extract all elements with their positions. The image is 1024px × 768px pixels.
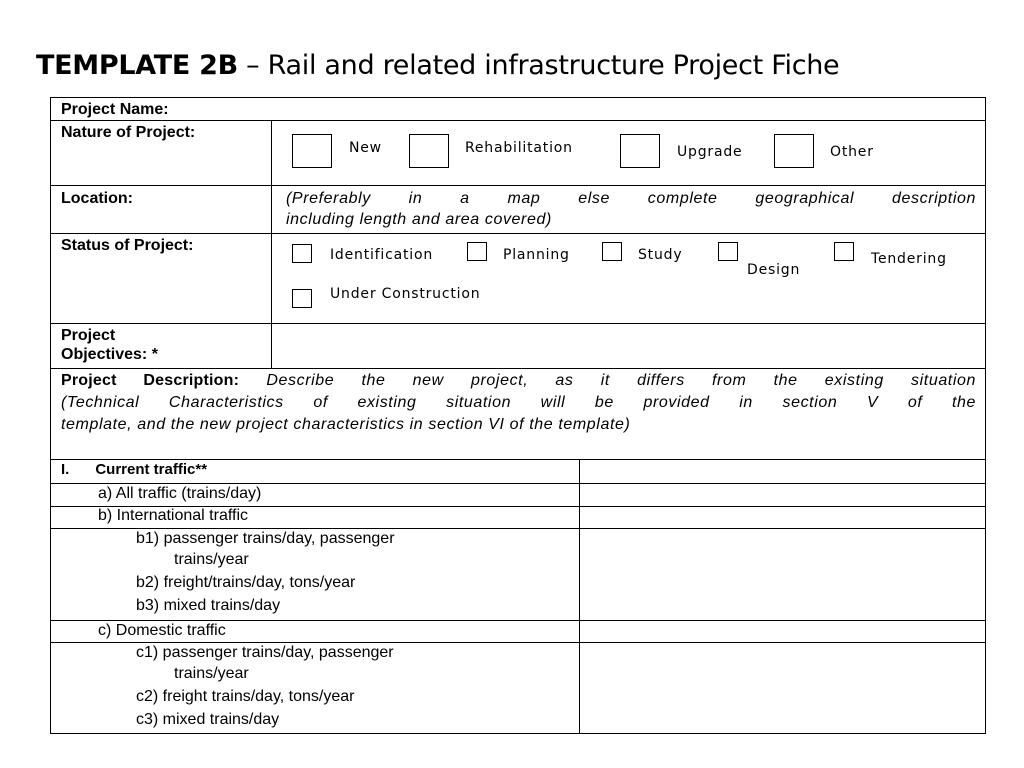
traffic-section-heading xyxy=(61,460,207,480)
location-description-line2: including length and area covered) xyxy=(286,211,552,228)
upgrade-option-label: Upgrade xyxy=(677,144,743,160)
title-text: – Rail and related infrastructure Project Fiche xyxy=(237,50,840,81)
row-divider xyxy=(50,368,986,369)
objectives-line1: Project xyxy=(61,327,116,344)
nature-of-project-label: Nature of Project: xyxy=(61,124,196,141)
column-divider xyxy=(579,459,580,734)
c3-row: c3) mixed trains/day xyxy=(136,711,280,728)
design-option-label: Design xyxy=(747,262,801,278)
b1-row-cont: trains/year xyxy=(174,551,249,568)
rehabilitation-checkbox[interactable] xyxy=(409,134,449,168)
status-of-project-label: Status of Project: xyxy=(61,237,194,254)
other-option-label: Other xyxy=(830,144,874,160)
upgrade-checkbox[interactable] xyxy=(620,134,660,168)
new-option-label: New xyxy=(349,140,382,156)
objectives-line2: Objectives: * xyxy=(61,346,158,363)
row-divider xyxy=(50,233,986,234)
template-code: TEMPLATE 2B xyxy=(36,50,238,81)
study-option-label: Study xyxy=(638,247,683,263)
new-checkbox[interactable] xyxy=(292,134,332,168)
identification-checkbox[interactable] xyxy=(292,244,312,263)
identification-option-label: Identification xyxy=(330,247,433,263)
domestic-traffic-row: c) Domestic traffic xyxy=(98,622,226,639)
project-description-line1 xyxy=(61,370,976,391)
section-title: Current traffic** xyxy=(95,461,208,478)
rehabilitation-option-label: Rehabilitation xyxy=(465,140,573,156)
location-label: Location: xyxy=(61,190,133,207)
under-construction-checkbox[interactable] xyxy=(292,289,312,308)
c1-row-cont: trains/year xyxy=(174,665,249,682)
location-description-line1: (Preferably in a map else complete geographical description xyxy=(286,190,976,207)
international-traffic-row: b) International traffic xyxy=(98,507,249,524)
tendering-option-label: Tendering xyxy=(871,251,947,267)
tendering-checkbox[interactable] xyxy=(834,242,854,261)
column-divider xyxy=(271,120,272,368)
project-objectives-label xyxy=(61,326,158,364)
project-description-label: Project Description: xyxy=(61,372,240,389)
row-divider xyxy=(50,185,986,186)
page-title xyxy=(36,50,839,81)
design-checkbox[interactable] xyxy=(718,242,738,261)
b3-row: b3) mixed trains/day xyxy=(136,597,281,614)
section-number: I. xyxy=(61,461,70,478)
all-traffic-row: a) All traffic (trains/day) xyxy=(98,485,262,502)
project-name-label: Project Name: xyxy=(61,101,169,118)
b2-row: b2) freight/trains/day, tons/year xyxy=(136,574,356,591)
c2-row: c2) freight trains/day, tons/year xyxy=(136,688,355,705)
project-description-text: Describe the new project, as it differs from the existing situation xyxy=(239,372,977,389)
project-description-line3: template, and the new project characteristics in section VI of the template) xyxy=(61,416,631,433)
c1-row: c1) passenger trains/day, passenger xyxy=(136,644,394,661)
b1-row: b1) passenger trains/day, passenger xyxy=(136,530,395,547)
planning-checkbox[interactable] xyxy=(467,242,487,261)
under-construction-option-label: Under Construction xyxy=(330,286,481,302)
other-checkbox[interactable] xyxy=(774,134,814,168)
row-divider xyxy=(50,120,986,121)
planning-option-label: Planning xyxy=(503,247,570,263)
project-description-line2: (Technical Characteristics of existing situation will be provided in section V of the xyxy=(61,394,976,411)
row-divider xyxy=(50,323,986,324)
study-checkbox[interactable] xyxy=(602,242,622,261)
